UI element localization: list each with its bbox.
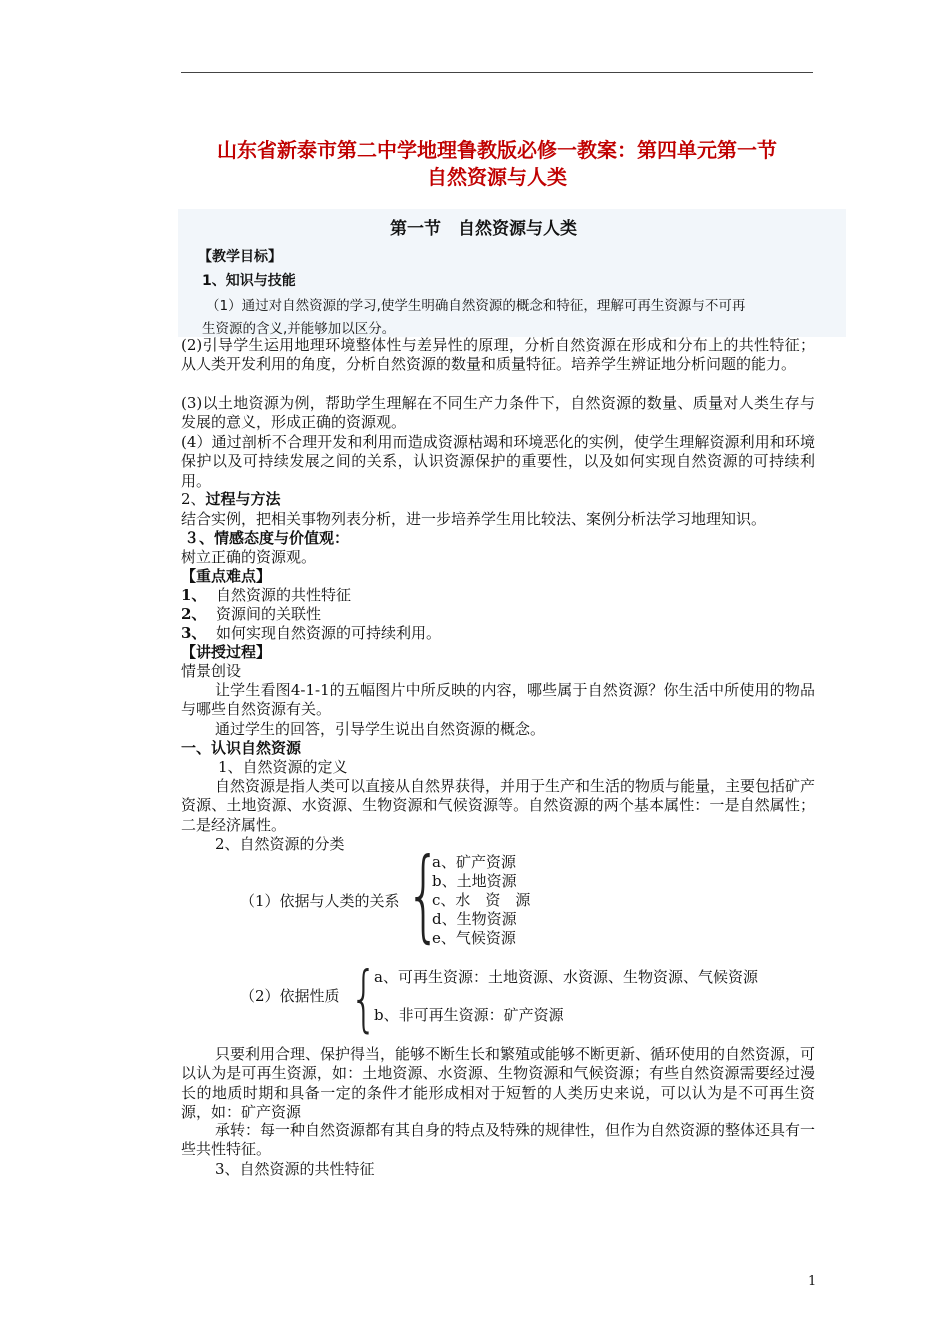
- key-point-1-number: 1、: [181, 586, 207, 604]
- knowledge-skills-label: 1、知识与技能: [202, 273, 296, 289]
- classification-2-label: （2）依据性质: [240, 987, 340, 1005]
- key-point-3-number: 3、: [181, 624, 207, 642]
- class-1-item-e: e、气候资源: [432, 929, 516, 947]
- key-points-label: 【重点难点】: [181, 567, 272, 585]
- definition-paragraph: 自然资源是指人类可以直接从自然界获得，并用于生产和生活的物质与能量，主要包括矿产资源、土地资源、水资源、生物资源和气候资源等。自然资源的两个基本属性：一是自然属性；二是经济属性。: [181, 777, 816, 834]
- objectives-label: 【教学目标】: [198, 249, 282, 265]
- emotion-values-label: ３、情感态度与价值观：: [184, 529, 350, 547]
- classification-1-label: （1）依据与人类的关系: [240, 892, 400, 910]
- key-point-2-text: 资源间的关联性: [215, 605, 321, 623]
- section-1-heading: 一、认识自然资源: [181, 739, 302, 757]
- key-point-1-text: 自然资源的共性特征: [215, 586, 351, 604]
- objective-item-1-line-2: 生资源的含义,并能够加以区分。: [202, 321, 396, 337]
- objective-item-3: (3)以土地资源为例，帮助学生理解在不同生产力条件下，自然资源的数量、质量对人类生存与发展的意义，形成正确的资源观。: [181, 394, 815, 432]
- emotion-values-text: 树立正确的资源观。: [181, 548, 317, 566]
- class-1-item-a: a、矿产资源: [432, 853, 516, 871]
- process-method-text: 结合实例，把相关事物列表分析，进一步培养学生用比较法、案例分析法学习地理知识。: [181, 510, 767, 528]
- teaching-process-label: 【讲授过程】: [181, 643, 272, 661]
- class-2-item-b: b、非可再生资源：矿产资源: [374, 1006, 564, 1024]
- class-1-item-d: d、生物资源: [432, 910, 517, 928]
- definition-subheading: 1、自然资源的定义: [218, 758, 348, 776]
- class-2-item-a: a、可再生资源：土地资源、水资源、生物资源、气候资源: [374, 968, 758, 986]
- renewable-explanation: 只要利用合理、保护得当，能够不断生长和繁殖或能够不断更新、循环使用的自然资源，可以认为是可再生资源，如：土地资源、水资源、生物资源和气候资源；有些自然资源需要经过漫长的地质时期和具备一定的条件才能形成相对于短暂的人类历史来说，可以认为是不可再生资源，如：矿产资源: [181, 1045, 816, 1121]
- key-point-3: [181, 624, 441, 643]
- objective-item-2: (2)引导学生运用地理环境整体性与差异性的原理，分析自然资源在形成和分布上的共性特征；从人类开发利用的角度，分析自然资源的数量和质量特征。培养学生辨证地分析问题的能力。: [181, 336, 815, 374]
- common-features-subheading: 3、自然资源的共性特征: [215, 1160, 375, 1178]
- class-1-item-c: c、水 资 源: [432, 891, 531, 909]
- classification-2-brace: {: [350, 956, 378, 1040]
- key-point-2-number: 2、: [181, 605, 207, 623]
- key-point-2: [181, 605, 321, 624]
- header-rule: [181, 72, 813, 73]
- objective-item-4: (4）通过剖析不合理开发和利用而造成资源枯竭和环境恶化的实例，使学生理解资源利用和环境保护以及可持续发展之间的关系，认识资源保护的重要性，以及如何实现自然资源的可持续利用。: [181, 433, 815, 490]
- process-method-label: 过程与方法: [205, 490, 281, 508]
- key-point-3-text: 如何实现自然资源的可持续利用。: [215, 624, 441, 642]
- key-point-1: [181, 586, 351, 605]
- transition-paragraph: 承转：每一种自然资源都有其自身的特点及特殊的规律性，但作为自然资源的整体还具有一些共性特征。: [181, 1121, 816, 1159]
- title-line-1: 山东省新泰市第二中学地理鲁教版必修一教案：第四单元第一节: [217, 138, 777, 162]
- section-heading: 第一节 自然资源与人类: [390, 219, 577, 239]
- process-method-number: 2、: [181, 490, 206, 508]
- classification-1-brace: {: [406, 836, 441, 953]
- scene-paragraph-2: 通过学生的回答，引导学生说出自然资源的概念。: [215, 720, 546, 738]
- title-line-2: 自然资源与人类: [427, 165, 567, 189]
- class-1-item-b: b、土地资源: [432, 872, 517, 890]
- scene-creation: 情景创设: [181, 662, 242, 680]
- objective-item-1-line-1: （1）通过对自然资源的学习,使学生明确自然资源的概念和特征，理解可再生资源与不可再: [206, 298, 746, 314]
- scene-paragraph-1: 让学生看图4-1-1的五幅图片中所反映的内容，哪些属于自然资源？你生活中所使用的物品与哪些自然资源有关。: [181, 681, 815, 719]
- classification-subheading: 2、自然资源的分类: [215, 835, 345, 853]
- document-title: [181, 137, 813, 191]
- page-number: 1: [808, 1274, 817, 1289]
- process-method-heading: [181, 490, 281, 509]
